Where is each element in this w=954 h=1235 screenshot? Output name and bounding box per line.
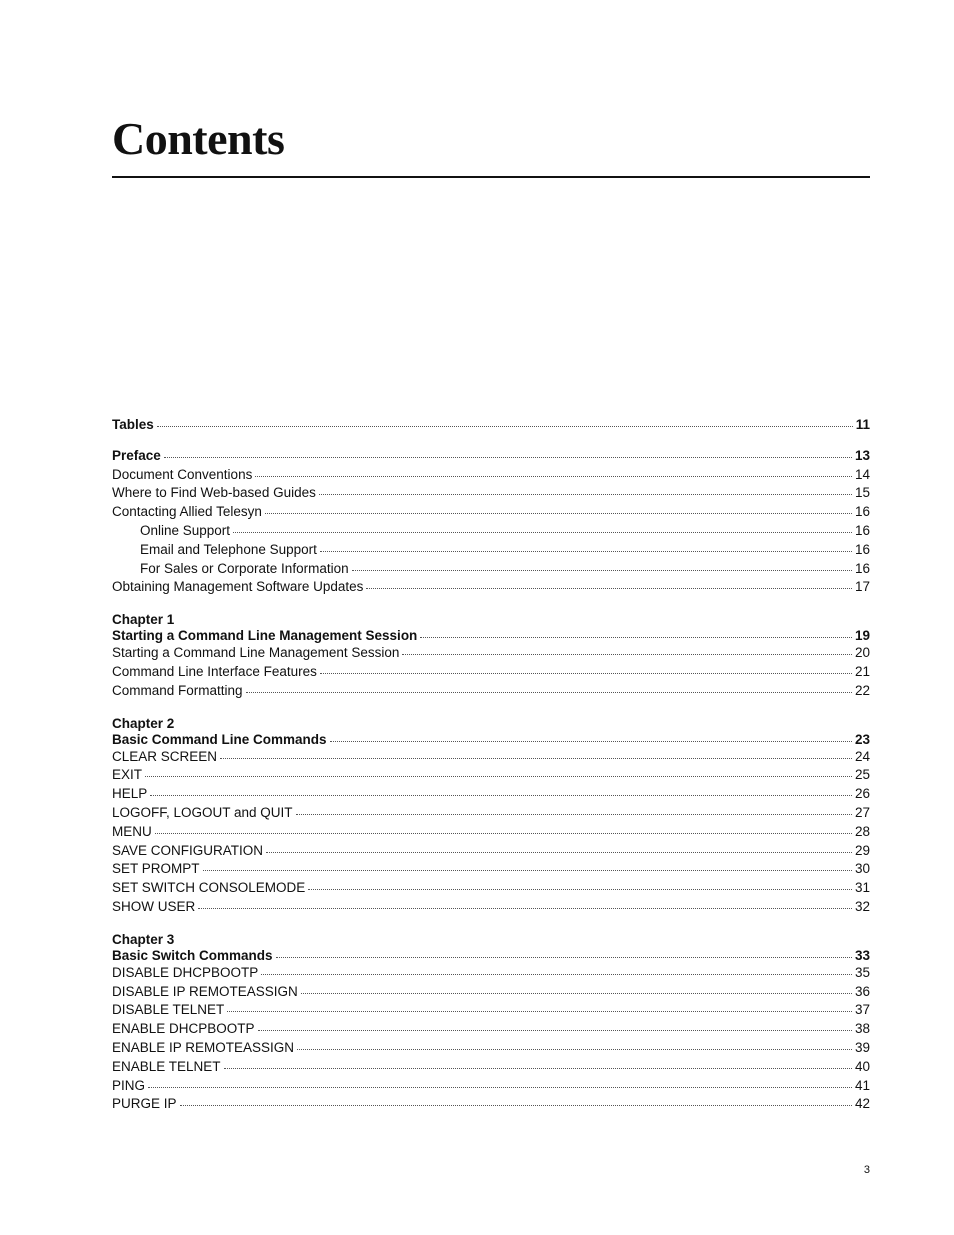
dot-leader xyxy=(258,1020,852,1031)
toc-entry-page: 16 xyxy=(854,522,870,538)
toc-entry[interactable] xyxy=(112,804,870,823)
dot-leader xyxy=(145,766,852,777)
toc-entry-label: Where to Find Web-based Guides xyxy=(112,485,316,501)
page-number: 3 xyxy=(863,1164,870,1176)
toc-entry[interactable] xyxy=(112,1039,870,1058)
toc-entry-page: 19 xyxy=(854,628,870,644)
dot-leader xyxy=(402,644,852,655)
dot-leader xyxy=(203,860,852,871)
toc-entry-label: ENABLE DHCPBOOTP xyxy=(112,1021,255,1037)
toc-section xyxy=(112,716,870,917)
toc-entry[interactable] xyxy=(112,663,870,682)
toc-entry[interactable] xyxy=(112,766,870,785)
dot-leader xyxy=(297,1039,852,1050)
toc-entry-label: Tables xyxy=(112,417,154,432)
toc-entry[interactable] xyxy=(112,732,870,748)
toc-entry-label: Command Line Interface Features xyxy=(112,663,317,679)
toc-entry[interactable] xyxy=(112,964,870,983)
dot-leader xyxy=(320,663,852,674)
dot-leader xyxy=(308,879,852,890)
toc-entry[interactable] xyxy=(112,748,870,767)
toc-entry[interactable] xyxy=(112,948,870,964)
toc-entry[interactable] xyxy=(112,522,870,541)
dot-leader xyxy=(157,416,853,427)
toc-entry-label: DISABLE IP REMOTEASSIGN xyxy=(112,983,298,999)
toc-entry-label: Email and Telephone Support xyxy=(140,541,317,557)
dot-leader xyxy=(276,948,852,958)
toc-entry-page: 38 xyxy=(854,1021,870,1037)
toc-entry-label: SET SWITCH CONSOLEMODE xyxy=(112,880,306,896)
toc-entry-page: 16 xyxy=(854,560,870,576)
dot-leader xyxy=(227,1001,852,1012)
chapter-label: Chapter 1 xyxy=(112,612,175,628)
toc-entry-label: SHOW USER xyxy=(112,898,196,914)
toc-entry-page: 20 xyxy=(854,645,870,661)
toc-entry-page: 37 xyxy=(854,1002,870,1018)
toc-entry-page: 35 xyxy=(854,964,870,980)
toc-entry-label: HELP xyxy=(112,786,148,802)
toc-entry-page: 33 xyxy=(854,947,870,963)
toc-entry[interactable] xyxy=(112,785,870,804)
toc-entry-label: Basic Switch Commands xyxy=(112,947,273,963)
toc-entry-label: CLEAR SCREEN xyxy=(112,748,218,764)
toc-entry-label: ENABLE TELNET xyxy=(112,1058,221,1074)
toc-entry-page: 23 xyxy=(854,731,870,747)
toc-section xyxy=(112,416,870,435)
toc-entry-page: 42 xyxy=(854,1096,870,1112)
toc-entry-page: 41 xyxy=(854,1077,870,1093)
table-of-contents xyxy=(112,416,870,1114)
dot-leader xyxy=(233,522,852,533)
toc-entry-label: Document Conventions xyxy=(112,466,253,482)
page-title: Contents xyxy=(112,113,285,164)
toc-entry-label: SAVE CONFIGURATION xyxy=(112,842,264,858)
toc-entry-page: 11 xyxy=(855,417,870,432)
toc-entry-page: 24 xyxy=(854,748,870,764)
dot-leader xyxy=(261,964,852,975)
toc-entry-page: 29 xyxy=(854,842,870,858)
toc-entry-page: 32 xyxy=(854,898,870,914)
dot-leader xyxy=(220,748,852,759)
toc-entry[interactable] xyxy=(112,860,870,879)
dot-leader xyxy=(224,1058,852,1069)
toc-entry-label: ENABLE IP REMOTEASSIGN xyxy=(112,1039,295,1055)
toc-entry-label: Starting a Command Line Management Session xyxy=(112,628,418,644)
dot-leader xyxy=(366,578,852,589)
toc-entry[interactable] xyxy=(112,842,870,861)
toc-entry-page: 26 xyxy=(854,786,870,802)
toc-entry[interactable] xyxy=(112,644,870,663)
toc-entry[interactable] xyxy=(112,560,870,579)
toc-entry-page: 36 xyxy=(854,983,870,999)
toc-entry-label: Contacting Allied Telesyn xyxy=(112,504,262,520)
dot-leader xyxy=(320,541,852,552)
toc-entry-page: 28 xyxy=(854,823,870,839)
toc-entry-page: 16 xyxy=(854,541,870,557)
toc-entry[interactable] xyxy=(112,1001,870,1020)
toc-entry[interactable] xyxy=(112,983,870,1002)
toc-entry-label: DISABLE DHCPBOOTP xyxy=(112,964,259,980)
toc-section xyxy=(112,932,870,1114)
toc-section xyxy=(112,612,870,700)
toc-entry-label: EXIT xyxy=(112,767,143,783)
chapter-label: Chapter 2 xyxy=(112,715,175,731)
toc-entry-page: 40 xyxy=(854,1058,870,1074)
dot-leader xyxy=(180,1095,852,1106)
toc-entry[interactable] xyxy=(112,1077,870,1096)
title-rule xyxy=(112,176,870,178)
toc-entry-label: SET PROMPT xyxy=(112,861,200,877)
toc-entry[interactable] xyxy=(112,898,870,917)
dot-leader xyxy=(330,732,852,742)
toc-entry-page: 31 xyxy=(854,880,870,896)
toc-entry-label: Command Formatting xyxy=(112,682,243,698)
toc-entry[interactable] xyxy=(112,1058,870,1077)
chapter-label: Chapter 3 xyxy=(112,931,175,947)
toc-entry-page: 16 xyxy=(854,504,870,520)
toc-entry[interactable] xyxy=(112,466,870,485)
dot-leader xyxy=(155,823,852,834)
toc-entry-label: Basic Command Line Commands xyxy=(112,731,327,747)
toc-entry[interactable] xyxy=(112,879,870,898)
toc-entry-label: Preface xyxy=(112,447,161,463)
dot-leader xyxy=(255,466,852,477)
toc-entry[interactable] xyxy=(112,823,870,842)
dot-leader xyxy=(420,628,852,638)
dot-leader xyxy=(198,898,852,909)
toc-entry-page: 15 xyxy=(854,485,870,501)
toc-entry-page: 25 xyxy=(854,767,870,783)
toc-entry[interactable] xyxy=(112,416,870,435)
toc-entry[interactable] xyxy=(112,1020,870,1039)
toc-entry-label: DISABLE TELNET xyxy=(112,1002,225,1018)
toc-entry-label: Obtaining Management Software Updates xyxy=(112,579,364,595)
dot-leader xyxy=(246,682,852,693)
toc-entry-page: 39 xyxy=(854,1039,870,1055)
toc-entry[interactable] xyxy=(112,682,870,701)
dot-leader xyxy=(352,560,852,571)
dot-leader xyxy=(296,804,852,815)
toc-section xyxy=(112,447,870,597)
toc-entry-page: 21 xyxy=(854,663,870,679)
toc-entry[interactable] xyxy=(112,503,870,522)
toc-entry[interactable] xyxy=(112,484,870,503)
dot-leader xyxy=(164,447,852,458)
toc-entry-label: For Sales or Corporate Information xyxy=(140,560,349,576)
toc-entry[interactable] xyxy=(112,628,870,644)
toc-entry-page: 22 xyxy=(854,682,870,698)
toc-entry-label: PURGE IP xyxy=(112,1096,177,1112)
dot-leader xyxy=(150,785,852,796)
toc-entry[interactable] xyxy=(112,447,870,466)
toc-entry-label: PING xyxy=(112,1077,146,1093)
toc-entry-page: 27 xyxy=(854,804,870,820)
dot-leader xyxy=(148,1077,852,1088)
toc-entry-page: 14 xyxy=(854,466,870,482)
dot-leader xyxy=(301,983,852,994)
toc-entry[interactable] xyxy=(112,578,870,597)
dot-leader xyxy=(266,842,852,853)
toc-entry[interactable] xyxy=(112,1095,870,1114)
dot-leader xyxy=(319,484,852,495)
toc-entry-page: 13 xyxy=(854,447,870,463)
toc-entry-label: Online Support xyxy=(140,522,231,538)
toc-entry-page: 30 xyxy=(854,861,870,877)
toc-entry-label: MENU xyxy=(112,823,152,839)
toc-entry-label: LOGOFF, LOGOUT and QUIT xyxy=(112,804,293,820)
toc-entry[interactable] xyxy=(112,541,870,560)
toc-entry-label: Starting a Command Line Management Session xyxy=(112,645,400,661)
toc-entry-page: 17 xyxy=(854,579,870,595)
dot-leader xyxy=(265,503,852,514)
